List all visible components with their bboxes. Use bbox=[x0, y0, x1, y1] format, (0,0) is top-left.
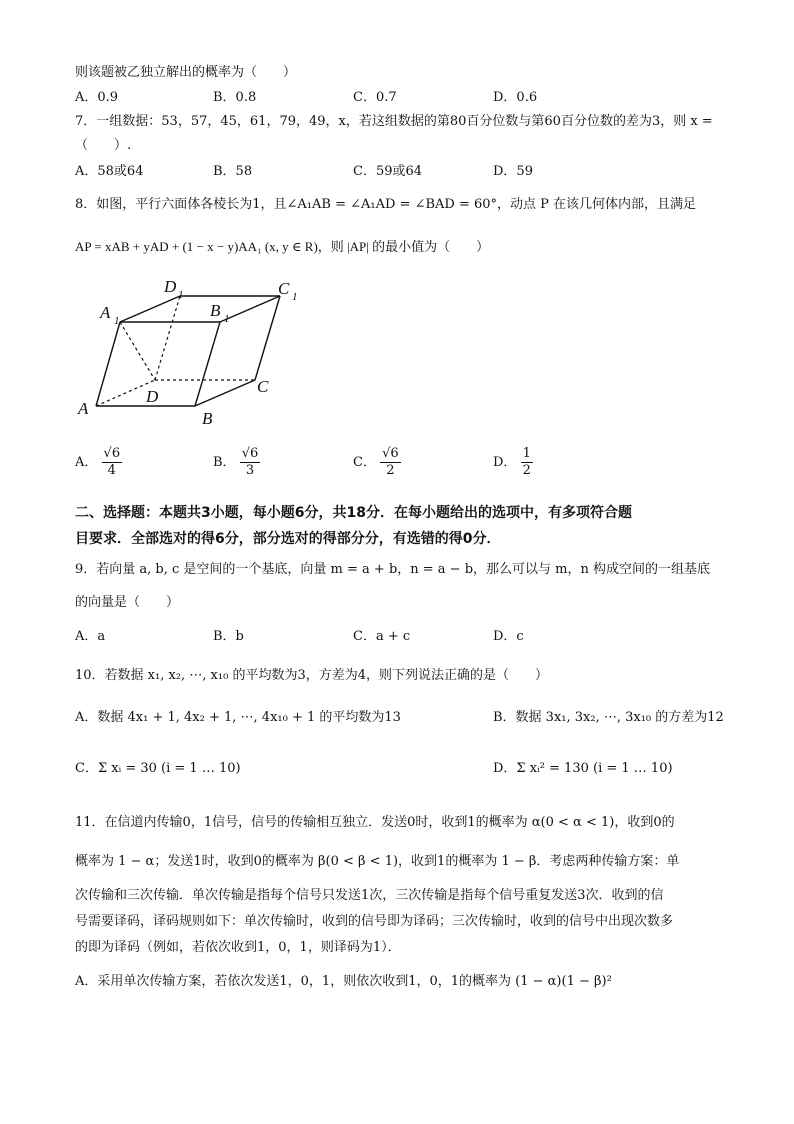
q10-option-d: D．Σ xᵢ² = 130 (i = 1 … 10) bbox=[493, 761, 673, 776]
q7-line1: 7．一组数据：53，57，45，61，79，49，x，若这组数据的第80百分位数与第60百分位数的差为3，则 x = bbox=[75, 114, 713, 129]
q7-line2: （ ）. bbox=[75, 138, 132, 153]
q8-option-a bbox=[75, 446, 122, 479]
q8-line2: AP = xAB + yAD + (1 − x − y)AA₁ (x, y ∈ R)，则 |AP| 的最小值为（ ） bbox=[75, 239, 490, 254]
edge-a-a1 bbox=[96, 322, 120, 406]
q6-option-b: B．0.8 bbox=[213, 90, 257, 105]
q8-option-a-den: 4 bbox=[107, 463, 116, 478]
q6-tail: 则该题被乙独立解出的概率为（ ） bbox=[75, 65, 297, 80]
q9-option-d: D．c bbox=[493, 629, 524, 644]
edge-c-c1 bbox=[255, 296, 280, 380]
q8-option-b-letter: B． bbox=[213, 455, 236, 470]
q9-line2: 的向量是（ ） bbox=[75, 595, 180, 610]
label-a: A bbox=[78, 399, 89, 418]
q8-option-c-fraction bbox=[380, 446, 401, 479]
q8-option-d-fraction bbox=[521, 446, 533, 479]
q7-option-a: A．58或64 bbox=[75, 164, 144, 179]
q9-line1: 9．若向量 a, b, c 是空间的一个基底，向量 m = a + b，n = a − b，那么可以与 m，n 构成空间的一组基底 bbox=[75, 562, 710, 577]
q8-option-a-fraction bbox=[102, 446, 123, 479]
q8-option-c-num: √6 bbox=[382, 446, 399, 461]
q7-option-b: B．58 bbox=[213, 164, 253, 179]
q8-option-b-num: √6 bbox=[241, 446, 259, 461]
q6-option-a: A．0.9 bbox=[75, 90, 119, 105]
q11-line1: 11．在信道内传输0，1信号，信号的传输相互独立．发送0时，收到1的概率为 α(0 < α < 1)，收到0的 bbox=[75, 815, 675, 830]
q8-line1: 8．如图，平行六面体各棱长为1，且∠A₁AB = ∠A₁AD = ∠BAD = 60°，动点 P 在该几何体内部，且满足 bbox=[75, 197, 697, 212]
label-b1-sub: 1 bbox=[224, 313, 230, 325]
parallelepiped-figure bbox=[70, 272, 310, 432]
q9-option-c: C．a + c bbox=[353, 629, 411, 644]
label-a1: A bbox=[100, 303, 111, 322]
label-c1-sub: 1 bbox=[292, 291, 298, 303]
q8-option-c-letter: C． bbox=[353, 455, 376, 470]
section2-heading-line1: 二、选择题：本题共3小题，每小题6分，共18分．在每小题给出的选项中，有多项符合题 bbox=[75, 505, 632, 521]
q6-option-d: D．0.6 bbox=[493, 90, 538, 105]
q6-option-c: C．0.7 bbox=[353, 90, 397, 105]
label-b: B bbox=[202, 409, 213, 428]
q10-option-a: A．数据 4x₁ + 1, 4x₂ + 1, ⋯, 4x₁₀ + 1 的平均数为13 bbox=[75, 710, 401, 725]
label-d1: D bbox=[164, 277, 177, 296]
label-d: D bbox=[146, 387, 159, 406]
label-a1-sub: 1 bbox=[114, 315, 120, 327]
section2-heading-line2: 目要求．全部选对的得6分，部分选对的得部分分，有选错的得0分． bbox=[75, 531, 501, 547]
q8-option-a-num: √6 bbox=[103, 446, 121, 461]
q10-line: 10．若数据 x₁, x₂, ⋯, x₁₀ 的平均数为3，方差为4，则下列说法正确的是（ ） bbox=[75, 668, 548, 683]
q8-option-b-den: 3 bbox=[245, 463, 255, 478]
label-b1: B bbox=[210, 301, 221, 320]
q8-option-a-letter: A． bbox=[75, 455, 98, 470]
q10-option-c: C．Σ xᵢ = 30 (i = 1 … 10) bbox=[75, 761, 241, 776]
diag-a1-d bbox=[120, 322, 155, 380]
q8-option-c bbox=[353, 446, 401, 479]
label-c: C bbox=[257, 377, 269, 396]
edge-d1-a1 bbox=[120, 296, 180, 322]
edge-b-b1 bbox=[195, 322, 220, 406]
q9-option-a: A．a bbox=[75, 629, 106, 644]
q7-option-c: C．59或64 bbox=[353, 164, 423, 179]
label-d1-sub: 1 bbox=[178, 289, 184, 301]
q8-option-b-fraction bbox=[240, 446, 261, 479]
q8-option-d-den: 2 bbox=[522, 463, 531, 478]
q11-line3: 次传输和三次传输．单次传输是指每个信号只发送1次，三次传输是指每个信号重复发送3次．收到的信 bbox=[75, 888, 664, 903]
q11-line5: 的即为译码（例如，若依次收到1，0，1，则译码为1）． bbox=[75, 940, 401, 955]
q8-option-d bbox=[493, 446, 533, 479]
q8-option-b bbox=[213, 446, 260, 479]
edge-b-c bbox=[195, 380, 255, 406]
q9-option-b: B．b bbox=[213, 629, 244, 644]
q8-option-d-num: 1 bbox=[522, 446, 531, 461]
q8-option-d-letter: D． bbox=[493, 455, 517, 470]
q11-line2: 概率为 1 − α；发送1时，收到0的概率为 β(0 < β < 1)，收到1的概率为 1 − β．考虑两种传输方案：单 bbox=[75, 854, 680, 869]
q11-line4: 号需要译码，译码规则如下：单次传输时，收到的信号即为译码；三次传输时，收到的信号中出现次数多 bbox=[75, 914, 674, 929]
label-c1: C bbox=[278, 279, 290, 298]
q7-option-d: D．59 bbox=[493, 164, 533, 179]
q11-option-a: A．采用单次传输方案，若依次发送1，0，1，则依次收到1，0，1的概率为 (1 − α)(1 − β)² bbox=[75, 974, 612, 989]
edge-d-d1 bbox=[155, 296, 180, 380]
q8-option-c-den: 2 bbox=[386, 463, 395, 478]
q10-option-b: B．数据 3x₁, 3x₂, ⋯, 3x₁₀ 的方差为12 bbox=[493, 710, 724, 725]
